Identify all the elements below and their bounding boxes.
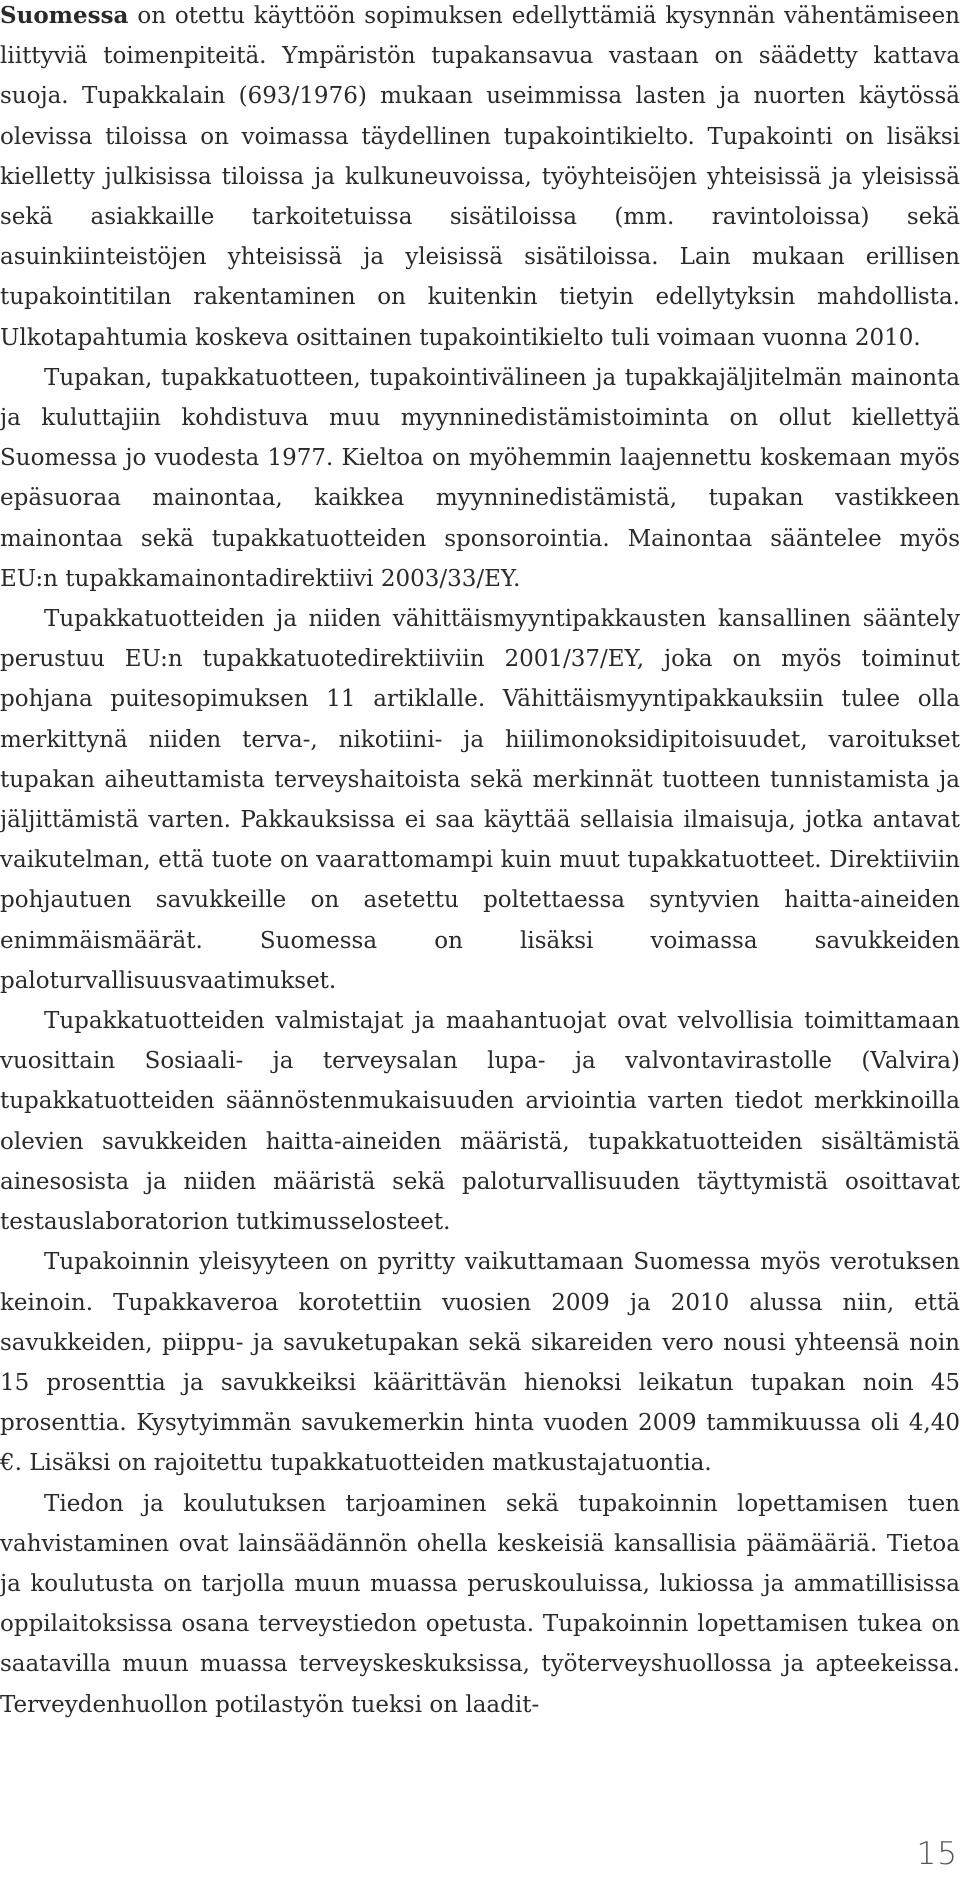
paragraph-advertising: Tupakan, tupakkatuotteen, tupakointivälineen ja tupakkajäljitelmän mainonta ja kuluttajiin kohdistuva muu myynninedistämistoiminta on ollut kiellettyä Suomessa jo vuodesta 1977. Kieltoa on myöhemmin laajennettu koskemaan myös epäsuoraa mainontaa, kaikkea myynninedistämistä, tupakan vastikkeen mainontaa sekä tupakkatuotteiden sponsorointia. Mainontaa sääntelee myös EU:n tupakkamainontadirektiivi 2003/33/EY. [0, 364, 960, 592]
paragraph-lead-word: Suomessa [0, 2, 129, 29]
paragraph-education: Tiedon ja koulutuksen tarjoaminen sekä tupakoinnin lopettamisen tuen vahvistaminen ovat lainsäädännön ohella keskeisiä kansallisia päämääriä. Tietoa ja koulutusta on tarjolla muun muassa peruskouluissa, lukiossa ja ammatillisissa oppilaitoksissa osana terveystiedon opetusta. Tupakoinnin lopettamisen tukea on saatavilla muun muassa terveyskeskuksissa, työterveyshuollossa ja apteekeissa. Terveydenhuollon potilastyön tueksi on laadit- [0, 1490, 960, 1718]
paragraph-reporting: Tupakkatuotteiden valmistajat ja maahantuojat ovat velvollisia toimittamaan vuosittain Sosiaali- ja terveysalan lupa- ja valvontavirastolle (Valvira) tupakkatuotteiden säännöstenmukaisuuden arviointia varten tiedot merkkinoilla olevien savukkeiden haitta-aineiden määristä, tupakkatuotteiden sisältämistä ainesosista ja niiden määristä sekä paloturvallisuuden täyttymistä osoittavat testauslaboratorion tutkimusselosteet. [0, 1008, 960, 1236]
paragraph-packaging: Tupakkatuotteiden ja niiden vähittäismyyntipakkausten kansallinen sääntely perustuu EU:n tupakkatuotedirektiiviin 2001/37/EY, joka on myös toiminut pohjana puitesopimuksen 11 artiklalle. Vähittäismyyntipakkauksiin tulee olla merkittynä niiden terva-, nikotiini- ja hiilimonoksidipitoisuudet, varoitukset tupakan aiheuttamista terveyshaitoista sekä merkinnät tuotteen tunnistamista ja jäljittämistä varten. Pakkauksissa ei saa käyttää sellaisia ilmaisuja, jotka antavat vaikutelman, että tuote on vaarattomampi kuin muut tupakkatuotteet. Direktiiviin pohjautuen savukkeille on asetettu poltettaessa syntyvien haitta-aineiden enimmäismäärät. Suomessa on lisäksi voimassa savukkeiden paloturvallisuusvaatimukset. [0, 606, 960, 994]
paragraph-smoking-bans [0, 0, 960, 358]
page-number: 15 [916, 1836, 958, 1872]
paragraph-text: on otettu käyttöön sopimuksen edellyttämiä kysynnän vähentämiseen liittyviä toimenpiteitä. Ympäristön tupakansavua vastaan on säädetty kattava suoja. Tupakkalain (693/1976) mukaan useimmissa lasten ja nuorten käytössä olevissa tiloissa on voimassa täydellinen tupakointikielto. Tupakointi on lisäksi kielletty julkisissa tiloissa ja kulkuneuvoissa, työyhteisöjen yhteisissä ja yleisissä sekä asiakkaille tarkoitetuissa sisätiloissa (mm. ravintoloissa) sekä asuinkiinteistöjen yhteisissä ja yleisissä sisätiloissa. Lain mukaan erillisen tupakointitilan rakentaminen on kuitenkin tietyin edellytyksin mahdollista. Ulkotapahtumia koskeva osittainen tupakointikielto tuli voimaan vuonna 2010. [0, 3, 960, 351]
paragraph-taxation: Tupakoinnin yleisyyteen on pyritty vaikuttamaan Suomessa myös verotuksen keinoin. Tupakkaveroa korotettiin vuosien 2009 ja 2010 alussa niin, että savukkeiden, piippu- ja savuketupakan sekä sikareiden vero nousi yhteensä noin 15 prosenttia ja savukkeiksi käärittävän hienoksi leikatun tupakan noin 45 prosenttia. Kysytyimmän savukemerkin hinta vuoden 2009 tammikuussa oli 4,40 €. Lisäksi on rajoitettu tupakkatuotteiden matkustajatuontia. [0, 1249, 960, 1477]
